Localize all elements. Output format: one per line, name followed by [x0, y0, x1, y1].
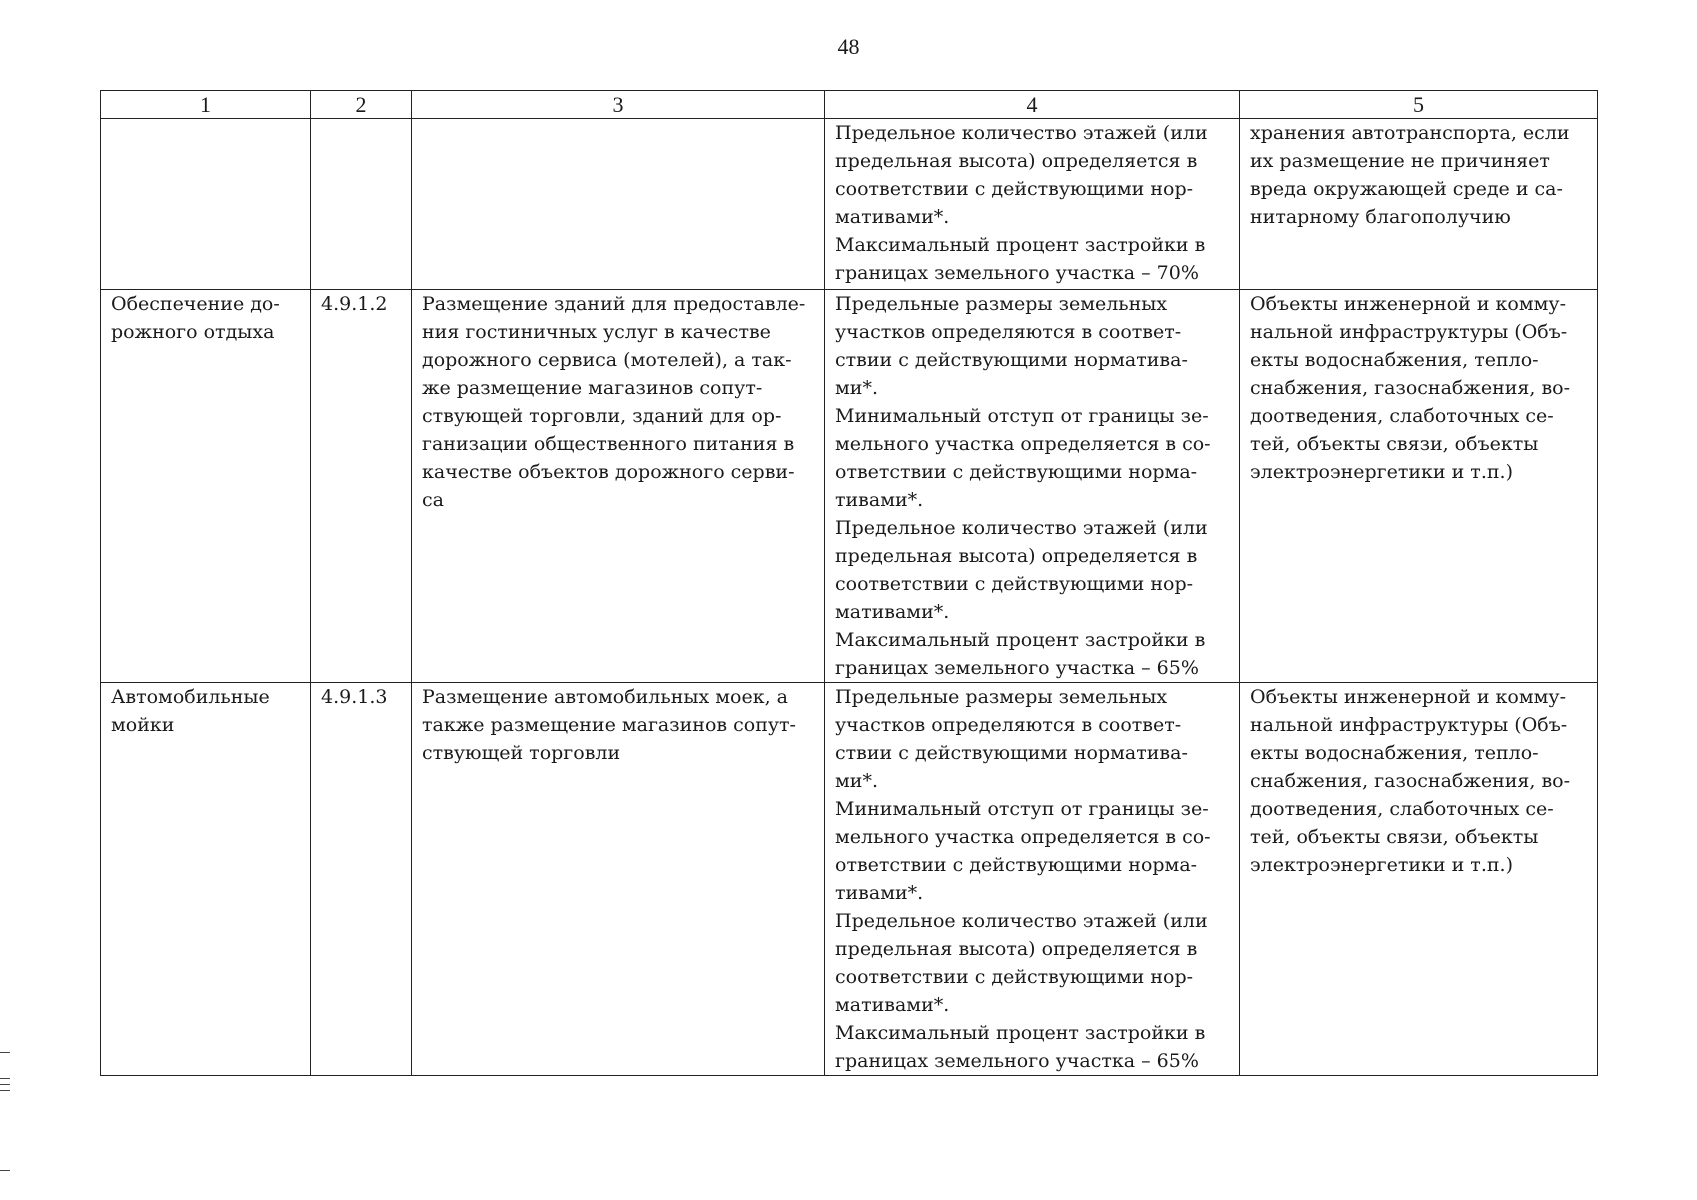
use-description-text: Размещение автомобильных моек, а также размещение магазинов сопут- ствующей торговли: [422, 686, 796, 764]
cell-parameters: [825, 290, 1240, 683]
use-description-text: Размещение зданий для предоставле- ния гостиничных услуг в качестве дорожного сервиса (мотелей), а так- же размещение магазинов сопут- ствующей торговли, зданий для ор- ганизации общественного питания в качестве объектов дорожного серви- са: [422, 293, 806, 511]
cell-parameters: [825, 683, 1240, 1076]
cell-parameters: [825, 119, 1240, 290]
parameters-text: Предельные размеры земельных участков определяются в соответ- ствии с действующими норматива- ми*. Минимальный отступ от границы зе- мельного участка определяется в со- ответствии с действующими норма- тивами*. Предельное количество этажей (или предельная высота) определяется в соответствии с действующими нор- мативами*. Максимальный процент застройки в границах земельного участка – 65%: [835, 686, 1211, 1072]
scan-margin-mark: [0, 1170, 10, 1171]
cell-use-description: [412, 119, 825, 290]
cell-related-objects: [1240, 290, 1598, 683]
use-code-text: 4.9.1.2: [321, 293, 388, 315]
related-objects-text: хранения автотранспорта, если их размещение не причиняет вреда окружающей среде и са- нитарному благополучию: [1250, 122, 1570, 228]
parameters-text: Предельное количество этажей (или предельная высота) определяется в соответствии с действующими нор- мативами*. Максимальный процент застройки в границах земельного участка – 70%: [835, 122, 1208, 284]
cell-use-code: [311, 119, 412, 290]
scan-margin-mark: [0, 1090, 10, 1091]
cell-use-code: [311, 683, 412, 1076]
parameters-text: Предельные размеры земельных участков определяются в соответ- ствии с действующими норматива- ми*. Минимальный отступ от границы зе- мельного участка определяется в со- ответствии с действующими норма- тивами*. Предельное количество этажей (или предельная высота) определяется в соответствии с действующими нор- мативами*. Максимальный процент застройки в границах земельного участка – 65%: [835, 293, 1211, 679]
column-header-2: 2: [311, 91, 412, 119]
scan-margin-mark: [0, 1052, 10, 1053]
cell-use-name: [101, 290, 311, 683]
cell-related-objects: [1240, 119, 1598, 290]
table-row: [101, 290, 1598, 683]
cell-use-code: [311, 290, 412, 683]
scan-margin-mark: [0, 1084, 10, 1085]
use-name-text: Обеспечение до- рожного отдыха: [111, 293, 280, 343]
column-header-1: 1: [101, 91, 311, 119]
land-use-table: [100, 90, 1598, 1076]
column-header-3: 3: [412, 91, 825, 119]
cell-related-objects: [1240, 683, 1598, 1076]
cell-use-description: [412, 290, 825, 683]
use-code-text: 4.9.1.3: [321, 686, 388, 708]
table-row: [101, 683, 1598, 1076]
table-row: [101, 119, 1598, 290]
column-header-4: 4: [825, 91, 1240, 119]
use-name-text: Автомобильные мойки: [111, 686, 270, 736]
related-objects-text: Объекты инженерной и комму- нальной инфраструктуры (Объ- екты водоснабжения, тепло- снабжения, газоснабжения, во- доотведения, слаботочных се- тей, объекты связи, объекты электроэнергетики и т.п.): [1250, 293, 1571, 483]
page-number: 48: [837, 34, 860, 59]
column-header-5: 5: [1240, 91, 1598, 119]
cell-use-name: [101, 119, 311, 290]
cell-use-name: [101, 683, 311, 1076]
related-objects-text: Объекты инженерной и комму- нальной инфраструктуры (Объ- екты водоснабжения, тепло- снабжения, газоснабжения, во- доотведения, слаботочных се- тей, объекты связи, объекты электроэнергетики и т.п.): [1250, 686, 1571, 876]
header-row: [101, 91, 1598, 119]
cell-use-description: [412, 683, 825, 1076]
scan-margin-mark: [0, 1078, 10, 1079]
